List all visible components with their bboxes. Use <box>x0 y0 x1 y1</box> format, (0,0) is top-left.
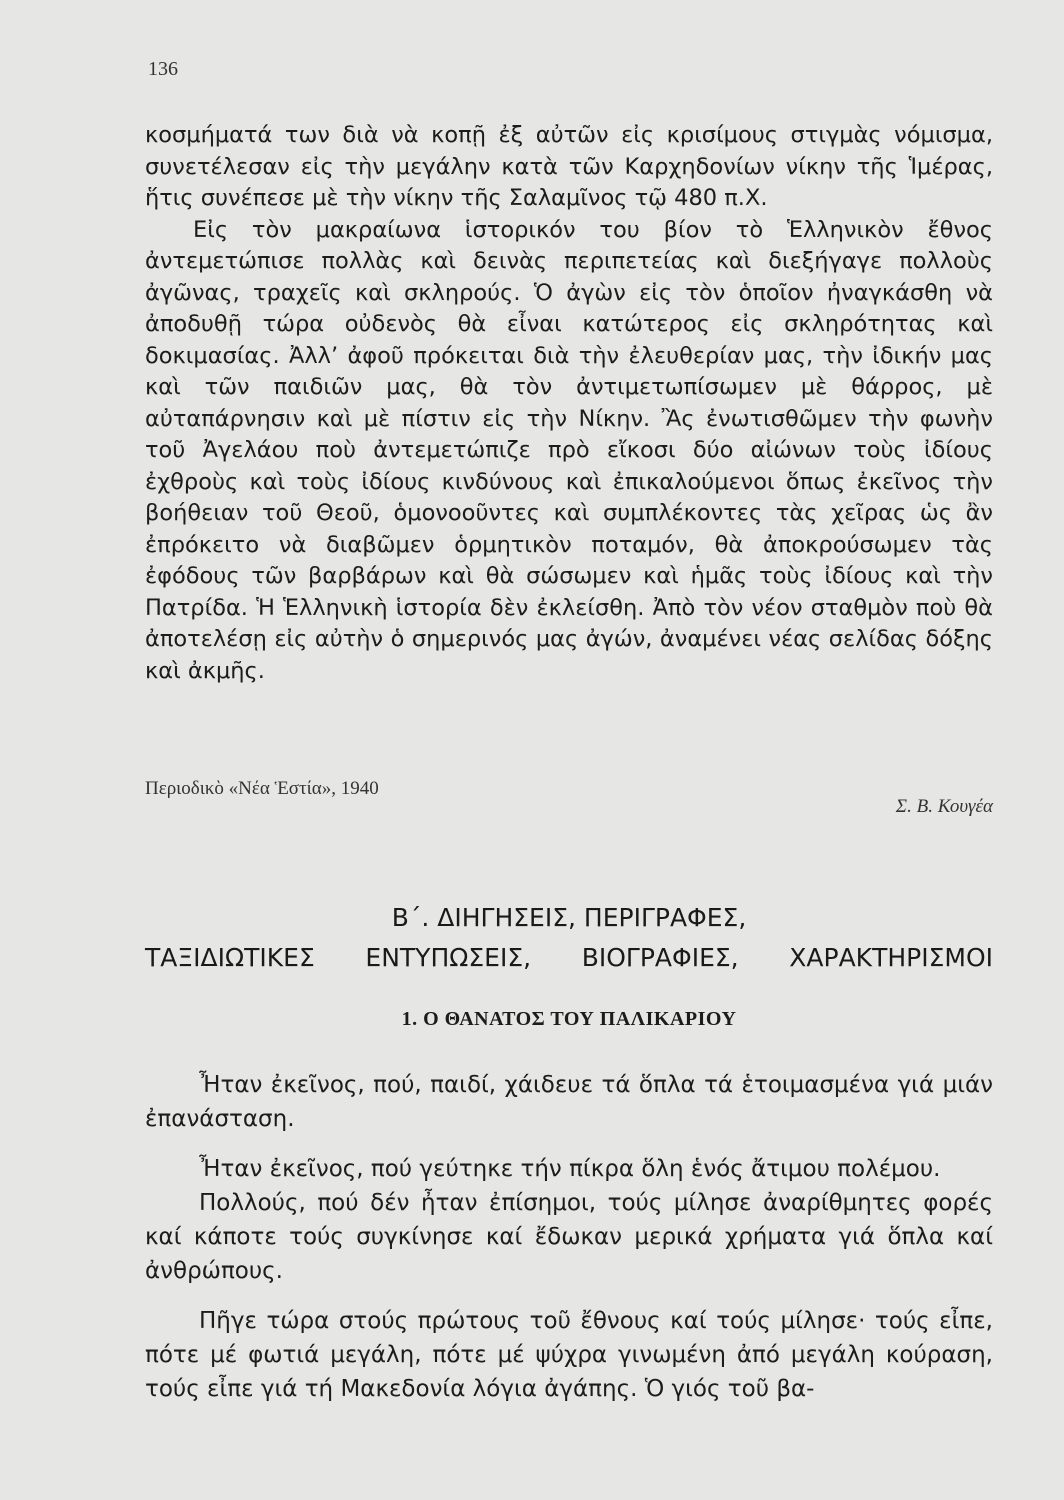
section-heading-line: ΤΑΞΙΔΙΩΤΙΚΕΣ ΕΝΤΥΠΩΣΕΙΣ, ΒΙΟΓΡΑΦΙΕΣ, ΧΑΡΑΚΤΗΡΙΣΜΟΙ <box>145 943 993 972</box>
author-name: Σ. Β. Κουγέα <box>895 796 993 817</box>
section-heading <box>145 898 993 978</box>
paragraph: Πολλούς, πού δέν ἦταν ἐπίσημοι, τούς μίλησε ἀναρίθμητες φορές καί κάποτε τούς συγκίνησε καί ἔδωκαν μερικά χρήματα γιά ὅπλα καί ἀνθρώπους. <box>145 1190 993 1284</box>
paragraph: Ἦταν ἐκεῖνος, πού, παιδί, χάιδευε τά ὅπλα τά ἑτοιμασμένα γιά μιάν ἐπανάσταση. <box>145 1072 993 1132</box>
story-text <box>145 1068 993 1406</box>
page-number: 136 <box>148 58 178 80</box>
essay-passage <box>145 120 993 687</box>
paragraph: Πῆγε τώρα στούς πρώτους τοῦ ἔθνους καί τούς μίλησε· τούς εἶπε, πότε μέ φωτιά μεγάλη, πότε μέ ψύχρα γινωμένη ἀπό μεγάλη κούραση, τούς εἶπε γιά τή Μακεδονία λόγια ἀγάπης. Ὁ γιός τοῦ βα- <box>145 1308 993 1402</box>
section-heading-line: Β΄. ΔΙΗΓΗΣΕΙΣ, ΠΕΡΙΓΡΑΦΕΣ, <box>391 903 747 932</box>
chapter-title: 1. Ο ΘΑΝΑΤΟΣ ΤΟΥ ΠΑΛΙΚΑΡΙΟΥ <box>401 1008 737 1030</box>
paragraph: κοσμήματά των διὰ νὰ κοπῇ ἐξ αὐτῶν εἰς κρισίμους στιγμὰς νόμισμα, συνετέλεσαν εἰς τὴν μεγάλην κατὰ τῶν Καρχηδονίων νίκην τῆς Ἱμέρας, ἥτις συνέπεσε μὲ τὴν νίκην τῆς Σαλαμῖνος τῷ 480 π.Χ. <box>145 122 993 211</box>
paragraph: Εἰς τὸν μακραίωνα ἱστορικόν του βίον τὸ Ἑλληνικὸν ἔθνος ἀντεμετώπισε πολλὰς καὶ δεινὰς περιπετείας καὶ διεξήγαγε πολλοὺς ἀγῶνας, τραχεῖς καὶ σκληρούς. Ὁ ἀγὼν εἰς τὸν ὁποῖον ἠναγκάσθη νὰ ἀποδυθῇ τώρα οὐδενὸς θὰ εἶναι κατώτερος εἰς σκληρότητας καὶ δοκιμασίας. Ἀλλ’ ἀφοῦ πρόκειται διὰ τὴν ἐλευθερίαν μας, τὴν ἰδικήν μας καὶ τῶν παιδιῶν μας, θὰ τὸν ἀντιμετωπίσωμεν μὲ θάρρος, μὲ αὐταπάρνησιν καὶ μὲ πίστιν εἰς τὴν Νίκην. Ἂς ἐνωτισθῶμεν τὴν φωνὴν τοῦ Ἀγελάου ποὺ ἀντεμετώπιζε πρὸ εἴκοσι δύο αἰώνων τοὺς ἰδίους ἐχθροὺς καὶ τοὺς ἰδίους κινδύνους καὶ ἐπικαλούμενοι ὅπως ἐκεῖνος τὴν βοήθειαν τοῦ Θεοῦ, ὁμονοοῦντες καὶ συμπλέκοντες τὰς χεῖρας ὡς ἂν ἐπρόκειτο νὰ διαβῶμεν ὁρμητικὸν ποταμόν, θὰ ἀποκρούσωμεν τὰς ἐφόδους τῶν βαρβάρων καὶ θὰ σώσωμεν καὶ ἡμᾶς τοὺς ἰδίους καὶ τὴν Πατρίδα. Ἡ Ἑλληνικὴ ἱστορία δὲν ἐκλείσθη. Ἀπὸ τὸν νέον σταθμὸν ποὺ θὰ ἀποτελέσῃ εἰς αὐτὴν ὁ σημερινός μας ἀγών, ἀναμένει νέας σελίδας δόξης καὶ ἀκμῆς. <box>145 216 993 684</box>
paragraph: Ἦταν ἐκεῖνος, πού γεύτηκε τήν πίκρα ὅλη ἑνός ἄτιμου πολέμου. <box>199 1156 941 1182</box>
source-citation: Περιοδικὸ «Νέα Ἑστία», 1940 <box>145 778 379 799</box>
